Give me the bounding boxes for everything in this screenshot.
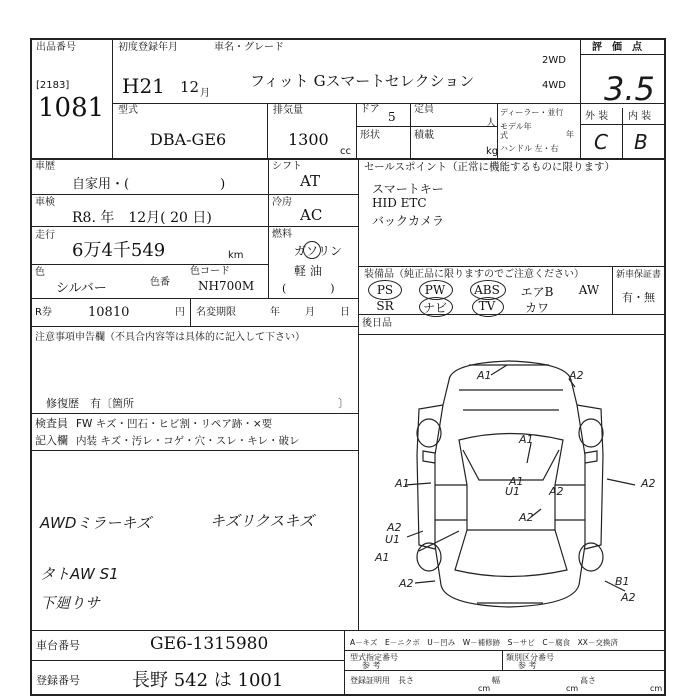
damage-mark: A1 [519,433,534,446]
capacity-unit: 人 [486,118,496,129]
rear-items-label: 後日品 [362,318,392,329]
grid-line [502,650,503,670]
grid-line [190,298,191,326]
damage-mark: U1 [505,485,521,498]
handwritten-note: 下廻りサ [40,594,101,612]
fuel-label: 燃料 [272,229,292,240]
damage-legend: A－キズ E－ニクボ U－凹み W－補修跡 S－サビ C－腐食 XX－交換済 [350,638,618,647]
exterior-label: 外 装 [585,111,609,122]
first-registration-label: 初度登録年月 [118,42,178,53]
repair-history-label: 修復歴 有〔箇所 [46,397,134,410]
width-label: 幅 [492,676,500,685]
grid-line [268,158,269,298]
damage-mark: A1 [509,475,524,488]
handwritten-note: AWDミラーキズ [40,514,152,532]
damage-mark: A2 [519,511,534,524]
damage-mark: A2 [399,577,414,590]
equipment-item: TV [478,299,496,313]
grid-line [344,670,666,671]
repair-history-close: 〕 [338,397,349,410]
damage-mark: A2 [569,369,584,382]
damage-mark: A2 [387,521,402,534]
mileage-value: 6万4千549 [72,240,166,261]
height-label: 高さ [580,676,596,685]
fuel-gasoline: ガソリン [294,244,343,258]
model-year-unit: 年 [566,130,574,139]
change-period-month: 月 [305,307,315,318]
r-tax-unit: 円 [175,307,185,318]
color-number-label: 色番 [150,277,170,288]
lot-number: 1081 [38,93,105,123]
sales-point-item: スマートキー [372,182,444,196]
displacement-label: 排気量 [273,105,303,116]
color-code: NH700M [198,279,255,293]
lot-number-label: 出品番号 [36,42,76,53]
width-unit: cm [566,684,579,693]
color-value: シルバー [56,281,107,296]
fuel-diesel: 軽 油 [294,264,322,278]
length-unit: cm [478,684,491,693]
r-tax-value: 10810 [88,305,130,320]
door-label: ドア [360,104,380,115]
shape-label: 形状 [360,130,380,141]
change-period-day: 日 [340,307,350,318]
equipment-item: ABS [474,283,500,297]
reg-cert-length-label: 登録証明用 長さ [350,676,414,685]
grid-line [356,103,357,158]
ac-label: 冷房 [272,197,292,208]
damage-mark: A2 [621,591,636,604]
fuel-other: ( ) [282,282,335,295]
chassis-label: 車台番号 [36,639,80,652]
equipment-item: AW [578,283,600,297]
frame-left [30,38,32,696]
grid-line [30,158,666,160]
sales-points-label: セールスポイント（正常に機能するものに限ります） [364,161,616,173]
grid-line [112,103,664,104]
damage-mark: B1 [615,575,630,588]
declaration-label: 注意事項申告欄（不具合内容等は具体的に記入して下さい） [35,332,305,343]
cc-unit: cc [340,146,351,157]
color-label: 色 [35,267,45,278]
plate-label: 登録番号 [36,674,80,687]
damage-mark: A2 [549,485,564,498]
type-designation-label: 型式指定番号 [350,653,398,662]
model-code: DBA-GE6 [150,130,227,149]
grid-line [622,108,623,158]
grid-line [30,264,268,265]
damage-mark: A1 [477,369,492,382]
inspector-fields: FW キズ・凹石・ヒビ割・リペア跡・×要 [76,418,273,430]
equipment-item: PW [424,283,446,297]
registration-era-year: H21 [122,74,165,98]
km-unit: km [228,250,244,261]
shift-value: AT [300,172,321,190]
equipment-item: カワ [524,301,549,315]
exterior-grade: C [594,130,608,154]
grid-line [267,103,268,158]
load-label: 積載 [414,130,434,141]
equipment-item: PS [376,283,394,297]
frame-right [664,38,666,696]
score-label: 評 価 点 [592,42,642,53]
equipment-circle [419,297,453,317]
grid-line [30,660,344,661]
height-unit: cm [650,684,663,693]
sales-point-item: バックカメラ [372,214,445,228]
grid-line [112,38,113,158]
capacity-label: 定員 [414,104,434,115]
color-code-label: 色コード [190,266,230,277]
grid-line [30,298,358,299]
mileage-label: 走行 [35,230,55,241]
drive-4wd: 4WD [542,80,566,91]
grid-line [358,314,666,315]
entry-label: 記入欄 [35,434,68,447]
warranty-value: 有・無 [622,291,655,304]
equipment-circle [472,297,504,317]
model-label: 型式 [118,105,138,116]
inspection-label: 車検 [35,197,55,208]
class-number-label: 類別区分番号 [506,653,554,662]
dealer-label: ディーラー・並行 [500,108,564,117]
grid-line [30,326,358,327]
auction-code: [2183] [36,80,70,91]
drive-2wd: 2WD [542,55,566,66]
car-name-grade-label: 車名・グレード [214,42,284,53]
sales-point-item: HID ETC [372,196,427,210]
r-tax-label: R券 [35,307,52,318]
warranty-label: 新車保証書 [616,270,662,280]
inspection-value: R8. 年 12月( 20 日) [72,210,212,226]
equipment-item: ナビ [422,301,447,315]
change-period-year: 年 [270,307,280,318]
handle-label: ハンドル 左・右 [500,144,559,153]
type-designation-ref: 参 考 [362,661,381,670]
damage-mark: A1 [395,477,410,490]
frame-top [30,38,666,40]
grid-line [344,650,666,651]
change-period-label: 名変期限 [196,307,236,318]
grid-line [344,630,345,696]
model-year-label: モデル年式 [500,122,532,140]
shift-label: シフト [272,161,302,172]
chassis-number: GE6-1315980 [150,634,269,654]
damage-mark: U1 [385,533,401,546]
grid-line [356,126,497,127]
equipment-label: 装備品（純正品に限りますのでご注意ください） [364,269,584,280]
grid-line [358,266,666,267]
registration-month-unit: 月 [200,88,210,99]
registration-month: 12 [180,78,200,96]
handwritten-note: タトAW S1 [40,565,119,583]
overall-score: 3.5 [604,70,655,108]
equipment-item: エアB [520,285,554,299]
plate-number: 長野 542 は 1001 [132,670,284,691]
ac-value: AC [300,206,323,224]
grid-line [580,38,581,158]
grid-line [30,194,358,195]
history-value: 自家用・( ) [72,177,226,192]
displacement-value: 1300 [288,130,329,149]
grid-line [580,54,664,55]
interior-label: 内 装 [628,111,652,122]
inspector-label: 検査員 [35,417,68,430]
frame-bottom [30,694,666,696]
grid-line [30,450,358,451]
door-count: 5 [388,110,396,124]
history-label: 車歴 [35,161,55,172]
load-unit: kg [486,146,499,157]
class-number-ref: 参 考 [518,661,537,670]
interior-grade: B [634,130,648,154]
entry-fields: 内装 キズ・汚レ・コゲ・穴・スレ・キレ・破レ [76,435,300,447]
grid-line [410,103,411,158]
fuel-selected-circle [303,241,321,259]
car-name: フィット Gスマートセレクション [250,72,475,90]
grid-line [612,266,613,314]
equipment-item: SR [376,299,394,313]
damage-mark: A1 [375,551,390,564]
damage-mark: A2 [641,477,656,490]
grid-line [30,413,358,414]
handwritten-note: キズリクスキズ [210,512,314,530]
grid-line [30,630,666,631]
equipment-circle [368,280,402,300]
car-damage-diagram [359,335,664,629]
